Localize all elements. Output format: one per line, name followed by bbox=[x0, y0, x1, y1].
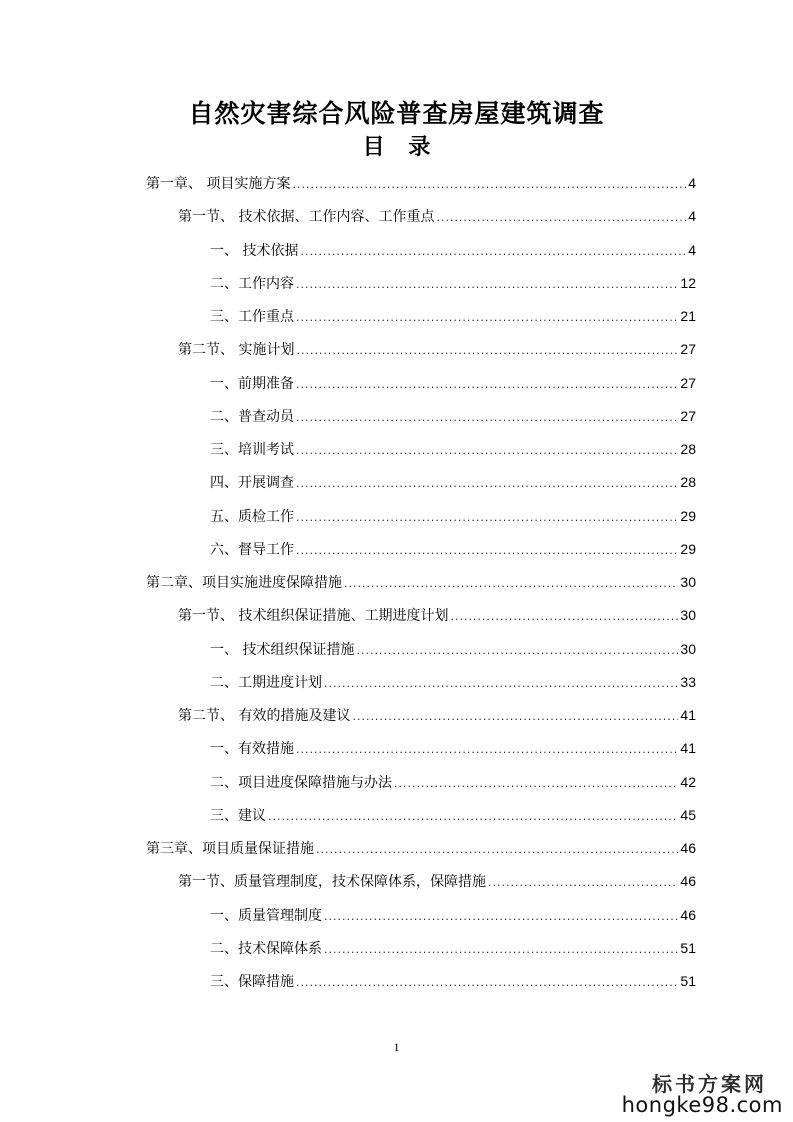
watermark-logo-text: 标书方案网 bbox=[652, 1072, 767, 1096]
toc-entry[interactable] bbox=[178, 604, 696, 626]
toc-entry-page: 46 bbox=[680, 840, 696, 856]
toc-dot-leader bbox=[296, 507, 678, 529]
toc-dot-leader bbox=[344, 573, 678, 595]
toc-entry-label: 第三章、项目质量保证措施 bbox=[146, 841, 314, 857]
toc-dot-leader bbox=[296, 739, 678, 761]
toc-entry-page: 42 bbox=[680, 774, 696, 790]
watermark-url: hongke98.com bbox=[621, 1093, 783, 1117]
toc-dot-leader bbox=[324, 939, 678, 961]
toc-entry-page: 46 bbox=[680, 873, 696, 889]
toc-entry-label: 五、质检工作 bbox=[210, 509, 294, 525]
toc-entry-label: 四、开展调查 bbox=[210, 475, 294, 491]
toc-entry-page: 29 bbox=[680, 541, 696, 557]
toc-entry-label: 二、技术保障体系 bbox=[210, 941, 322, 957]
toc-dot-leader bbox=[296, 274, 678, 296]
toc-dot-leader bbox=[324, 906, 678, 928]
toc-entry[interactable] bbox=[210, 937, 696, 959]
toc-entry-label: 一、质量管理制度 bbox=[210, 908, 322, 924]
toc-entry-label: 第一章、 项目实施方案 bbox=[146, 176, 291, 192]
toc-entry[interactable] bbox=[178, 205, 696, 227]
toc-dot-leader bbox=[394, 773, 678, 795]
toc-entry-page: 30 bbox=[680, 574, 696, 590]
toc-entry[interactable] bbox=[210, 904, 696, 926]
toc-dot-leader bbox=[296, 972, 678, 994]
toc-entry[interactable] bbox=[146, 172, 696, 194]
toc-entry-page: 33 bbox=[680, 674, 696, 690]
toc-entry-page: 30 bbox=[680, 641, 696, 657]
page-number: 1 bbox=[393, 1040, 400, 1054]
toc-dot-leader bbox=[450, 606, 678, 628]
toc-entry-label: 二、工期进度计划 bbox=[210, 675, 322, 691]
toc-entry-page: 45 bbox=[680, 807, 696, 823]
toc-entry[interactable] bbox=[210, 970, 696, 992]
toc-entry-label: 二、普查动员 bbox=[210, 409, 294, 425]
toc-entry[interactable] bbox=[146, 837, 696, 859]
toc-entry-page: 41 bbox=[680, 740, 696, 756]
toc-entry[interactable] bbox=[210, 638, 696, 660]
toc-entry[interactable] bbox=[210, 405, 696, 427]
toc-entry[interactable] bbox=[210, 305, 696, 327]
toc-entry-label: 三、培训考试 bbox=[210, 442, 294, 458]
toc-entry[interactable] bbox=[210, 372, 696, 394]
toc-entry-label: 第二节、 有效的措施及建议 bbox=[178, 708, 351, 724]
document-title: 自然灾害综合风险普查房屋建筑调查 bbox=[188, 99, 605, 128]
toc-entry-label: 第一节、 技术依据、工作内容、工作重点 bbox=[178, 209, 435, 225]
toc-entry-page: 41 bbox=[680, 707, 696, 723]
toc-heading: 目 录 bbox=[362, 135, 431, 160]
toc-entry[interactable] bbox=[210, 737, 696, 759]
toc-entry-label: 第一节、 技术组织保证措施、工期进度计划 bbox=[178, 608, 449, 624]
toc-entry-label: 六、督导工作 bbox=[210, 542, 294, 558]
toc-entry-page: 21 bbox=[680, 308, 696, 324]
toc-entry-label: 一、有效措施 bbox=[210, 741, 294, 757]
toc-entry-page: 29 bbox=[680, 508, 696, 524]
toc-entry-page: 4 bbox=[688, 208, 696, 224]
toc-entry[interactable] bbox=[210, 771, 696, 793]
toc-entry-label: 二、项目进度保障措施与办法 bbox=[210, 775, 392, 791]
toc-entry-label: 一、 技术依据 bbox=[210, 243, 299, 259]
toc-entry-page: 46 bbox=[680, 907, 696, 923]
toc-entry-page: 30 bbox=[680, 607, 696, 623]
toc-entry-page: 51 bbox=[680, 940, 696, 956]
toc-entry-label: 三、保障措施 bbox=[210, 974, 294, 990]
toc-entry-page: 51 bbox=[680, 973, 696, 989]
toc-entry-page: 27 bbox=[680, 375, 696, 391]
toc-entry[interactable] bbox=[210, 438, 696, 460]
toc-entry[interactable] bbox=[178, 704, 696, 726]
toc-dot-leader bbox=[316, 839, 678, 861]
toc-dot-leader bbox=[292, 174, 686, 196]
toc-entry-page: 28 bbox=[680, 441, 696, 457]
toc-entry-label: 一、前期准备 bbox=[210, 376, 294, 392]
toc-entry[interactable] bbox=[210, 272, 696, 294]
toc-entry[interactable] bbox=[210, 505, 696, 527]
toc-entry-page: 27 bbox=[680, 408, 696, 424]
toc-dot-leader bbox=[488, 872, 678, 894]
toc-entry-label: 二、工作内容 bbox=[210, 276, 294, 292]
toc-entry[interactable] bbox=[210, 471, 696, 493]
toc-entry-label: 第一节、质量管理制度，技术保障体系，保障措施 bbox=[178, 874, 486, 890]
toc-entry-page: 28 bbox=[680, 474, 696, 490]
toc-entry-page: 4 bbox=[688, 242, 696, 258]
toc-entry-page: 27 bbox=[680, 341, 696, 357]
toc-entry-page: 12 bbox=[680, 275, 696, 291]
toc-dot-leader bbox=[296, 374, 678, 396]
toc-entry-label: 三、建议 bbox=[210, 808, 266, 824]
toc-entry[interactable] bbox=[210, 239, 696, 261]
toc-entry-label: 第二章、项目实施进度保障措施 bbox=[146, 575, 342, 591]
toc-entry[interactable] bbox=[210, 671, 696, 693]
toc-entry[interactable] bbox=[210, 804, 696, 826]
toc-dot-leader bbox=[300, 241, 686, 263]
toc-dot-leader bbox=[356, 640, 678, 662]
toc-dot-leader bbox=[296, 473, 678, 495]
toc-dot-leader bbox=[436, 207, 686, 229]
toc-entry-label: 三、工作重点 bbox=[210, 309, 294, 325]
toc-dot-leader bbox=[352, 706, 678, 728]
toc-dot-leader bbox=[296, 340, 678, 362]
toc-dot-leader bbox=[296, 440, 678, 462]
toc-entry[interactable] bbox=[178, 870, 696, 892]
toc-entry-label: 一、 技术组织保证措施 bbox=[210, 642, 355, 658]
toc-dot-leader bbox=[296, 540, 678, 562]
toc-entry[interactable] bbox=[210, 538, 696, 560]
toc-dot-leader bbox=[296, 407, 678, 429]
toc-entry-label: 第二节、 实施计划 bbox=[178, 342, 295, 358]
toc-entry-page: 4 bbox=[688, 175, 696, 191]
toc-entry[interactable] bbox=[178, 338, 696, 360]
toc-dot-leader bbox=[324, 673, 678, 695]
toc-entry[interactable] bbox=[146, 571, 696, 593]
toc-dot-leader bbox=[268, 806, 678, 828]
toc-dot-leader bbox=[296, 307, 678, 329]
